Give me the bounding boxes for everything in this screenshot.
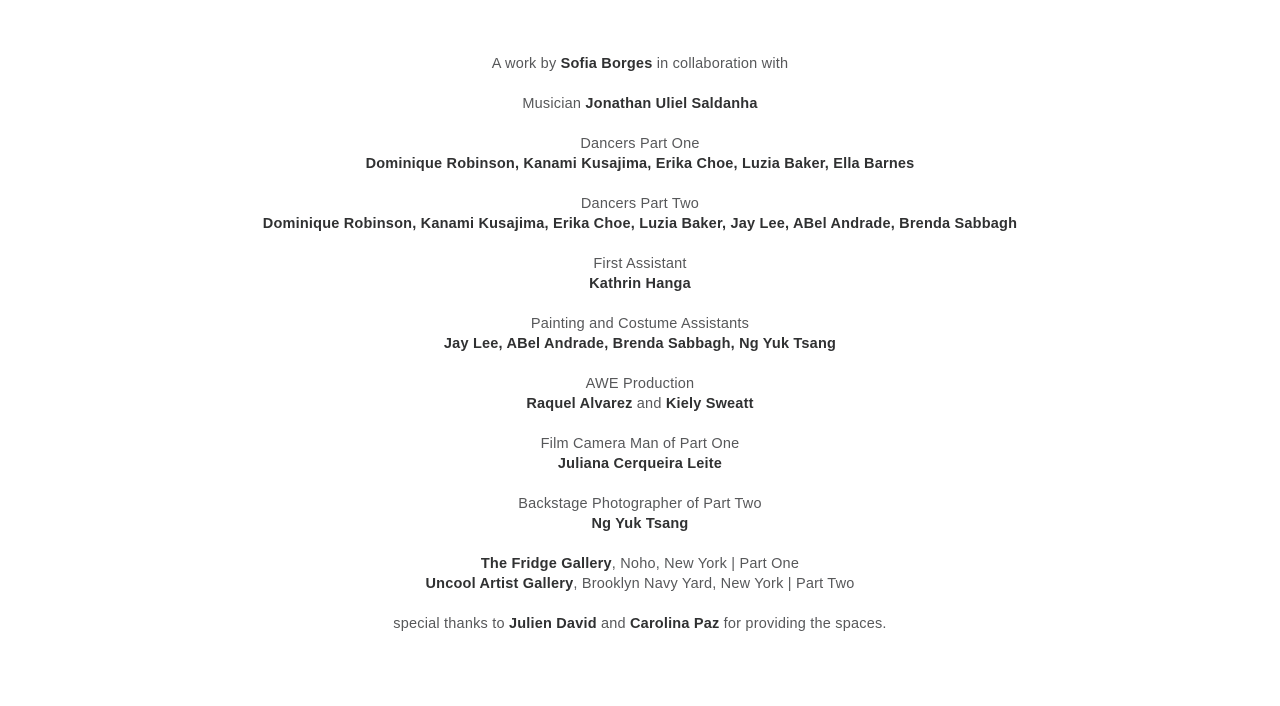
credit-name: Juliana Cerqueira Leite [557, 456, 723, 472]
credit-line [263, 314, 1017, 334]
credit-label: in collaboration with [652, 56, 789, 72]
credit-label: for providing the spaces. [719, 616, 887, 632]
credit-line [263, 254, 1017, 274]
credit-name: Julien David [508, 616, 597, 632]
credit-block-musician [263, 94, 1017, 114]
credit-label: , Brooklyn Navy Yard, New York | Part Two [573, 576, 855, 592]
credit-name: Dominique Robinson, Kanami Kusajima, Erika Choe, Luzia Baker, Jay Lee, ABel Andrade, Brenda Sabbagh [262, 216, 1018, 232]
credit-name: Raquel Alvarez [526, 396, 633, 412]
credit-line [263, 394, 1017, 414]
credit-label: Dancers Part One [580, 136, 700, 152]
credit-block-dancers-part-two [263, 194, 1017, 234]
credit-block-attribution [263, 54, 1017, 74]
credit-line [263, 434, 1017, 454]
credit-line [263, 154, 1017, 174]
credit-line [263, 54, 1017, 74]
credit-line [263, 614, 1017, 634]
credit-label: , Noho, New York | Part One [611, 556, 800, 572]
credit-label: Film Camera Man of Part One [540, 436, 740, 452]
credit-line [263, 274, 1017, 294]
credit-name: Dominique Robinson, Kanami Kusajima, Erika Choe, Luzia Baker, Ella Barnes [365, 156, 915, 172]
credit-block-first-assistant [263, 254, 1017, 294]
credit-label: special thanks to [393, 616, 509, 632]
credit-name: Kathrin Hanga [589, 276, 691, 292]
credit-label: First Assistant [593, 256, 687, 272]
credit-block-dancers-part-one [263, 134, 1017, 174]
credit-label: AWE Production [585, 376, 695, 392]
credit-block-awe-production [263, 374, 1017, 414]
credit-block-film-camera-man [263, 434, 1017, 474]
credit-line [263, 94, 1017, 114]
credit-name: Sofia Borges [560, 56, 653, 72]
credit-name: Kiely Sweatt [665, 396, 754, 412]
credit-line [263, 134, 1017, 154]
credit-name: Jonathan Uliel Saldanha [585, 96, 758, 112]
credit-block-special-thanks [263, 614, 1017, 634]
credit-label: Painting and Costume Assistants [530, 316, 750, 332]
credit-line [263, 374, 1017, 394]
credit-label: Musician [522, 96, 586, 112]
credit-line [263, 554, 1017, 574]
credit-block-backstage-photographer [263, 494, 1017, 534]
credit-label: and [596, 616, 631, 632]
credit-name: The Fridge Gallery [480, 556, 612, 572]
credit-block-galleries [263, 554, 1017, 594]
credit-label: A work by [491, 56, 561, 72]
credit-name: Ng Yuk Tsang [591, 516, 689, 532]
credit-name: Jay Lee, ABel Andrade, Brenda Sabbagh, Ng Yuk Tsang [443, 336, 837, 352]
credit-line [263, 454, 1017, 474]
credit-line [263, 334, 1017, 354]
credit-name: Uncool Artist Gallery [425, 576, 574, 592]
credit-line [263, 494, 1017, 514]
credit-line [263, 214, 1017, 234]
credit-label: and [632, 396, 666, 412]
credit-name: Carolina Paz [630, 616, 720, 632]
credits-list [263, 54, 1017, 654]
credit-label: Backstage Photographer of Part Two [518, 496, 762, 512]
credit-line [263, 194, 1017, 214]
credit-line [263, 514, 1017, 534]
credit-line [263, 574, 1017, 594]
credit-block-painting-costume-assistants [263, 314, 1017, 354]
credit-label: Dancers Part Two [580, 196, 700, 212]
